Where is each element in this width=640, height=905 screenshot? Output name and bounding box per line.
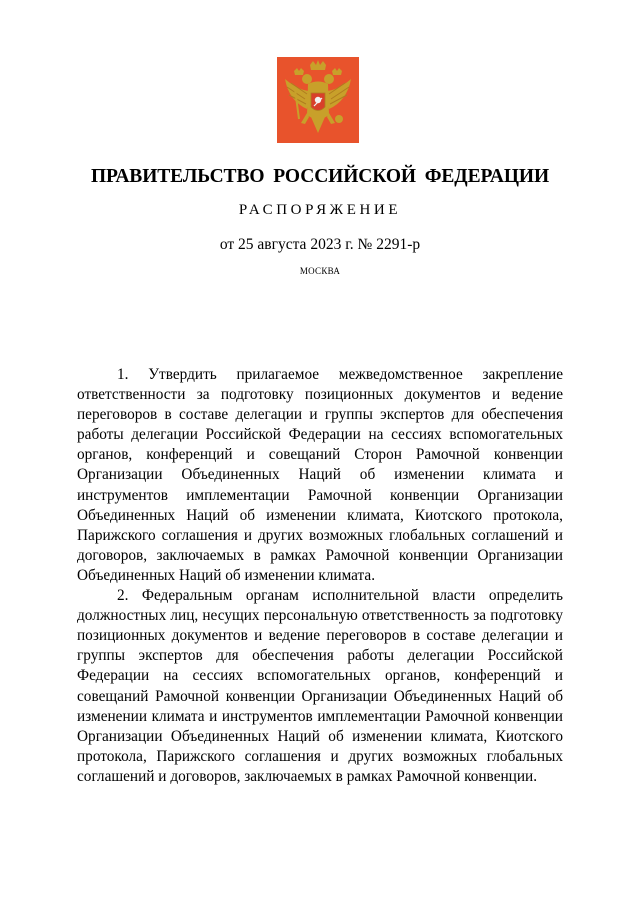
document-date-number: от 25 августа 2023 г. № 2291-р <box>219 236 421 253</box>
government-title: ПРАВИТЕЛЬСТВО РОССИЙСКОЙ ФЕДЕРАЦИИ <box>90 166 550 187</box>
coat-of-arms-icon <box>277 57 359 143</box>
city-name: МОСКВА <box>299 266 341 276</box>
paragraph-2: 2. Федеральным органам исполнительной власти определить должностных лиц, несущих персональную ответственность за подготовку позиционных документов и ведение переговоров в составе делегации и группы экспертов для обеспечения работы делегации Российской Федерации на сессиях вспомогательных органов, конференций и совещаний Рамочной конвенции Организации Объединенных Наций об изменении климата и инструментов имплементации Рамочной конвенции Организации Объединенных Наций об изменении климата, Киотского протокола, Парижского соглашения и других возможных глобальных соглашений и договоров, заключаемых в рамках Рамочной конвенции. <box>77 587 563 785</box>
document-body <box>77 365 563 787</box>
document-type: РАСПОРЯЖЕНИЕ <box>238 202 402 218</box>
paragraph-1: 1. Утвердить прилагаемое межведомственное закрепление ответственности за подготовку позиционных документов и ведение переговоров в составе делегации и группы экспертов для обеспечения работы делегации Российской Федерации на сессиях вспомогательных органов, конференций и совещаний Сторон Рамочной конвенции Организации Объединенных Наций об изменении климата и инструментов имплементации Рамочной конвенции Организации Объединенных Наций об изменении климата, Киотского протокола, Парижского соглашения и других возможных глобальных соглашений и договоров, заключаемых в рамках Рамочной конвенции Организации Объединенных Наций об изменении климата. <box>77 366 563 584</box>
